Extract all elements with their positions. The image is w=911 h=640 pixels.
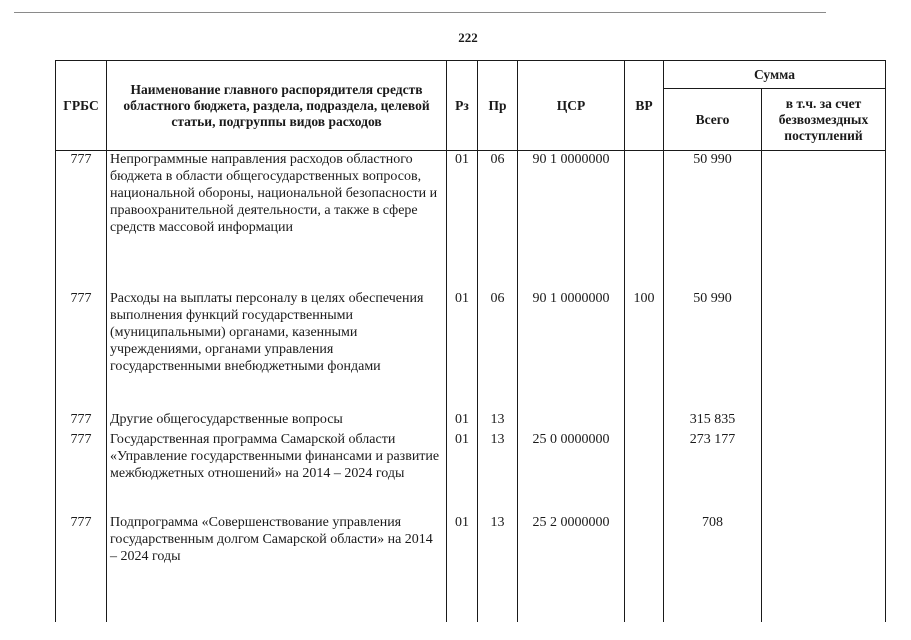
cell-bez xyxy=(762,514,886,622)
header-grbs: ГРБС xyxy=(56,61,107,151)
table-row xyxy=(56,151,886,290)
cell-vr xyxy=(625,411,664,431)
cell-rz: 01 xyxy=(447,151,478,290)
cell-csr: 25 2 0000000 xyxy=(518,514,625,622)
cell-pr: 06 xyxy=(478,151,518,290)
cell-total: 50 990 xyxy=(664,151,762,290)
table-row xyxy=(56,514,886,622)
cell-vr xyxy=(625,151,664,290)
table-row xyxy=(56,411,886,431)
cell-vr xyxy=(625,514,664,622)
header-bez: в т.ч. за счет безвозмездных поступлений xyxy=(762,89,886,151)
cell-total: 315 835 xyxy=(664,411,762,431)
cell-name: Государственная программа Самарской области «Управление государственными финансами и развитие межбюджетных отношений» на 2014 – 2024 годы xyxy=(107,431,447,514)
cell-name: Подпрограмма «Совершенствование управления государственным долгом Самарской области» на 2014 – 2024 годы xyxy=(107,514,447,622)
cell-name: Другие общегосударственные вопросы xyxy=(107,411,447,431)
header-total: Всего xyxy=(664,89,762,151)
cell-name: Непрограммные направления расходов областного бюджета в области общегосударственных вопросов, национальной обороны, национальной безопасности и правоохранительной деятельности, а также в сфере средств массовой информации xyxy=(107,151,447,290)
budget-table xyxy=(55,60,886,622)
cell-grbs: 777 xyxy=(56,514,107,622)
header-rz: Рз xyxy=(447,61,478,151)
cell-pr: 13 xyxy=(478,431,518,514)
cell-pr: 13 xyxy=(478,514,518,622)
cell-grbs: 777 xyxy=(56,290,107,411)
cell-total: 708 xyxy=(664,514,762,622)
cell-bez xyxy=(762,411,886,431)
cell-grbs: 777 xyxy=(56,411,107,431)
cell-rz: 01 xyxy=(447,290,478,411)
cell-bez xyxy=(762,431,886,514)
cell-bez xyxy=(762,151,886,290)
header-name: Наименование главного распорядителя средств областного бюджета, раздела, подраздела, целевой статьи, подгруппы видов расходов xyxy=(107,61,447,151)
cell-rz: 01 xyxy=(447,411,478,431)
cell-grbs: 777 xyxy=(56,431,107,514)
cell-rz: 01 xyxy=(447,514,478,622)
page-number: 222 xyxy=(458,30,478,45)
cell-vr: 100 xyxy=(625,290,664,411)
cell-csr xyxy=(518,411,625,431)
cell-vr xyxy=(625,431,664,514)
cell-csr: 90 1 0000000 xyxy=(518,151,625,290)
cell-csr: 90 1 0000000 xyxy=(518,290,625,411)
cell-name: Расходы на выплаты персоналу в целях обеспечения выполнения функций государственными (муниципальными) органами, казенными учреждениями, органами управления государственными внебюджетными фондами xyxy=(107,290,447,411)
header-pr: Пр xyxy=(478,61,518,151)
cell-rz: 01 xyxy=(447,431,478,514)
header-vr: ВР xyxy=(625,61,664,151)
cell-grbs: 777 xyxy=(56,151,107,290)
table-row xyxy=(56,290,886,411)
cell-pr: 13 xyxy=(478,411,518,431)
cell-csr: 25 0 0000000 xyxy=(518,431,625,514)
header-csr: ЦСР xyxy=(518,61,625,151)
cell-bez xyxy=(762,290,886,411)
page-top-rule xyxy=(14,12,826,13)
cell-total: 50 990 xyxy=(664,290,762,411)
cell-total: 273 177 xyxy=(664,431,762,514)
cell-pr: 06 xyxy=(478,290,518,411)
table-row xyxy=(56,431,886,514)
header-sum: Сумма xyxy=(664,61,886,89)
